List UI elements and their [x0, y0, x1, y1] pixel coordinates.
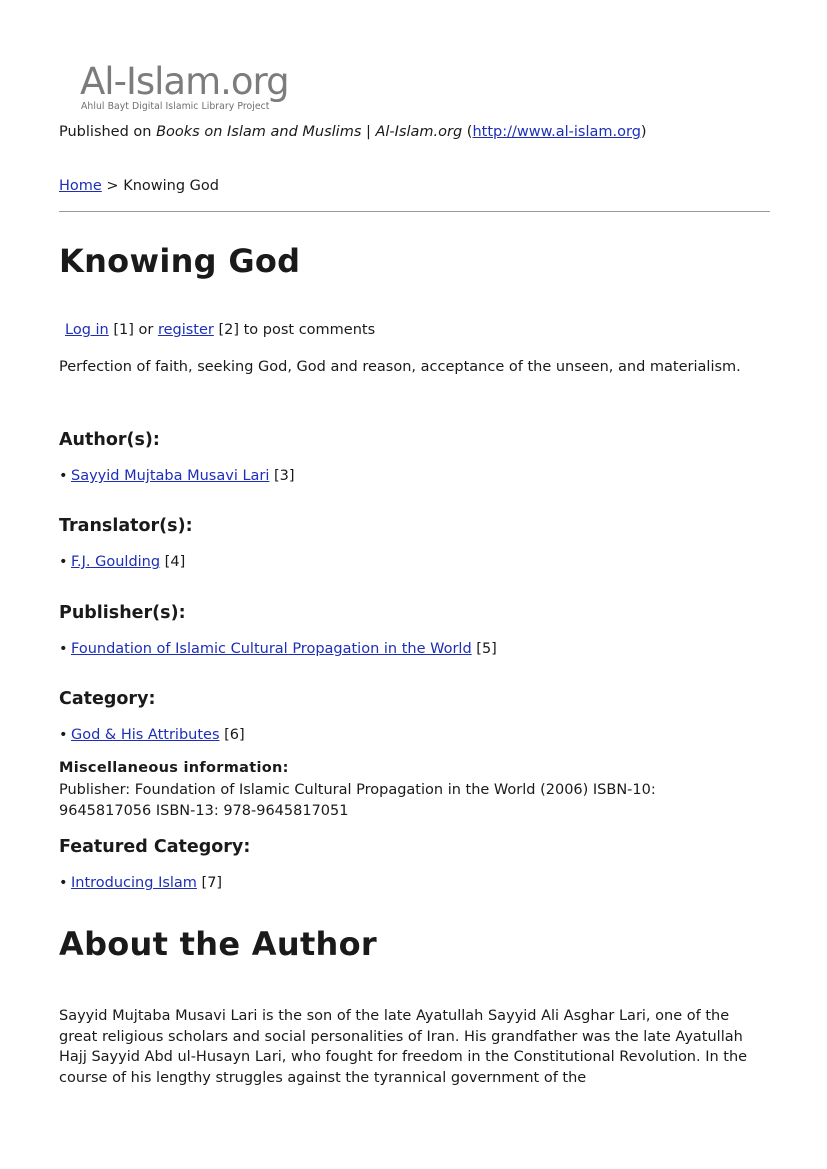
bullet-icon: •: [59, 641, 68, 657]
category-link[interactable]: God & His Attributes: [71, 727, 220, 743]
url-close: ): [640, 124, 647, 140]
translators-heading: Translator(s):: [59, 516, 193, 536]
logo-title: Al-Islam.org: [80, 60, 289, 103]
published-line: [59, 124, 647, 140]
translator-ref: [4]: [160, 554, 186, 570]
featured-heading: Featured Category:: [59, 837, 251, 857]
logo-subtitle: Ahlul Bayt Digital Islamic Library Project: [81, 101, 270, 112]
category-list-item: [59, 727, 245, 743]
site-url-link[interactable]: http://www.al-islam.org: [472, 124, 641, 140]
category-ref: [6]: [219, 727, 245, 743]
bullet-icon: •: [59, 468, 68, 484]
publisher-list-item: [59, 641, 497, 657]
comment-login-line: [65, 306, 375, 338]
login-link[interactable]: Log in: [65, 322, 109, 338]
author-link[interactable]: Sayyid Mujtaba Musavi Lari: [71, 468, 270, 484]
page-title: Knowing God: [59, 242, 301, 280]
author-ref: [3]: [269, 468, 295, 484]
featured-ref: [7]: [196, 875, 223, 891]
category-heading: Category:: [59, 689, 156, 709]
bullet-icon: •: [59, 727, 68, 743]
misc-heading: Miscellaneous information:: [59, 760, 289, 776]
breadcrumb: [59, 178, 219, 194]
bullet-icon: •: [59, 554, 68, 570]
register-ref: [2] to post comments: [213, 322, 376, 338]
author-list-item: [59, 468, 295, 484]
url-open: (: [466, 124, 473, 140]
site-name: Books on Islam and Muslims | Al-Islam.org: [156, 124, 463, 140]
header-divider: [59, 211, 770, 212]
authors-heading: Author(s):: [59, 430, 160, 450]
publisher-link[interactable]: Foundation of Islamic Cultural Propagation in the World: [71, 641, 472, 657]
site-logo: [80, 60, 312, 118]
register-link[interactable]: register: [157, 322, 214, 338]
about-body: Sayyid Mujtaba Musavi Lari is the son of the late Ayatullah Sayyid Ali Asghar Lari, one of the great religious scholars and social personalities of Iran. His grandfather was the late Ayatullah Hajj Sayyid Abd ul-Husayn Lari, who fought for freedom in the Constitutional Revolution. In the course of his lengthy struggles against the tyrannical government of the: [59, 1008, 748, 1086]
login-ref: [1] or: [108, 322, 158, 338]
breadcrumb-current: Knowing God: [123, 178, 219, 194]
breadcrumb-home-link[interactable]: Home: [59, 178, 102, 194]
published-prefix: Published on: [59, 124, 152, 140]
bullet-icon: •: [59, 875, 68, 891]
featured-list-item: [59, 875, 222, 891]
publisher-ref: [5]: [471, 641, 497, 657]
breadcrumb-separator: >: [101, 178, 124, 194]
translator-list-item: [59, 554, 185, 570]
translator-link[interactable]: F.J. Goulding: [71, 554, 161, 570]
about-heading: About the Author: [59, 925, 377, 963]
misc-body: Publisher: Foundation of Islamic Cultural Propagation in the World (2006) ISBN-10: 9645817056 ISBN-13: 978-9645817051: [59, 782, 656, 819]
book-summary: Perfection of faith, seeking God, God and reason, acceptance of the unseen, and materialism.: [59, 359, 741, 375]
publishers-heading: Publisher(s):: [59, 603, 186, 623]
featured-link[interactable]: Introducing Islam: [71, 875, 197, 891]
